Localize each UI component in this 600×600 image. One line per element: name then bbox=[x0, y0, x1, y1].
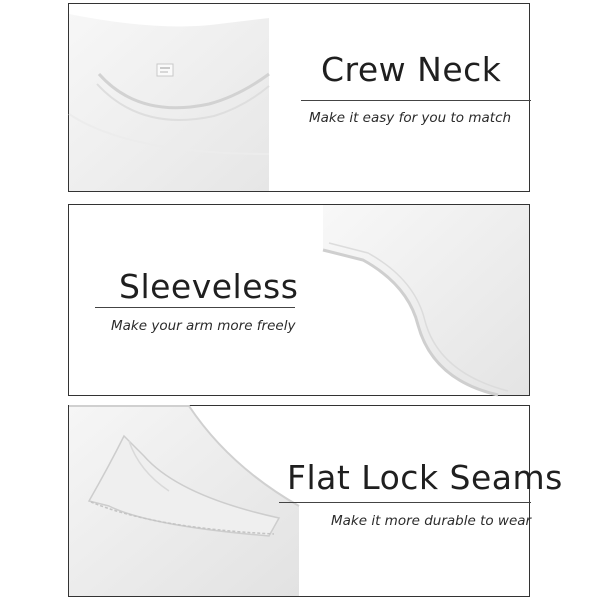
flat-lock-seams-subtitle: Make it more durable to wear bbox=[331, 513, 532, 529]
flat-lock-seams-panel bbox=[68, 405, 563, 597]
sleeveless-subtitle: Make your arm more freely bbox=[111, 318, 296, 334]
flat-lock-seams-title: Flat Lock Seams bbox=[287, 458, 563, 497]
crew-neck-divider bbox=[301, 100, 531, 101]
sleeveless-divider bbox=[95, 307, 295, 308]
armhole-photo bbox=[323, 205, 529, 395]
flat-lock-seams-divider bbox=[279, 502, 531, 503]
sleeveless-title: Sleeveless bbox=[119, 267, 299, 306]
sleeveless-panel bbox=[68, 204, 530, 396]
hem-seam-photo bbox=[69, 406, 299, 596]
crew-neck-title: Crew Neck bbox=[321, 50, 502, 89]
crew-neck-collar-photo bbox=[69, 4, 269, 191]
crew-neck-panel bbox=[68, 3, 530, 192]
crew-neck-subtitle: Make it easy for you to match bbox=[309, 110, 512, 126]
